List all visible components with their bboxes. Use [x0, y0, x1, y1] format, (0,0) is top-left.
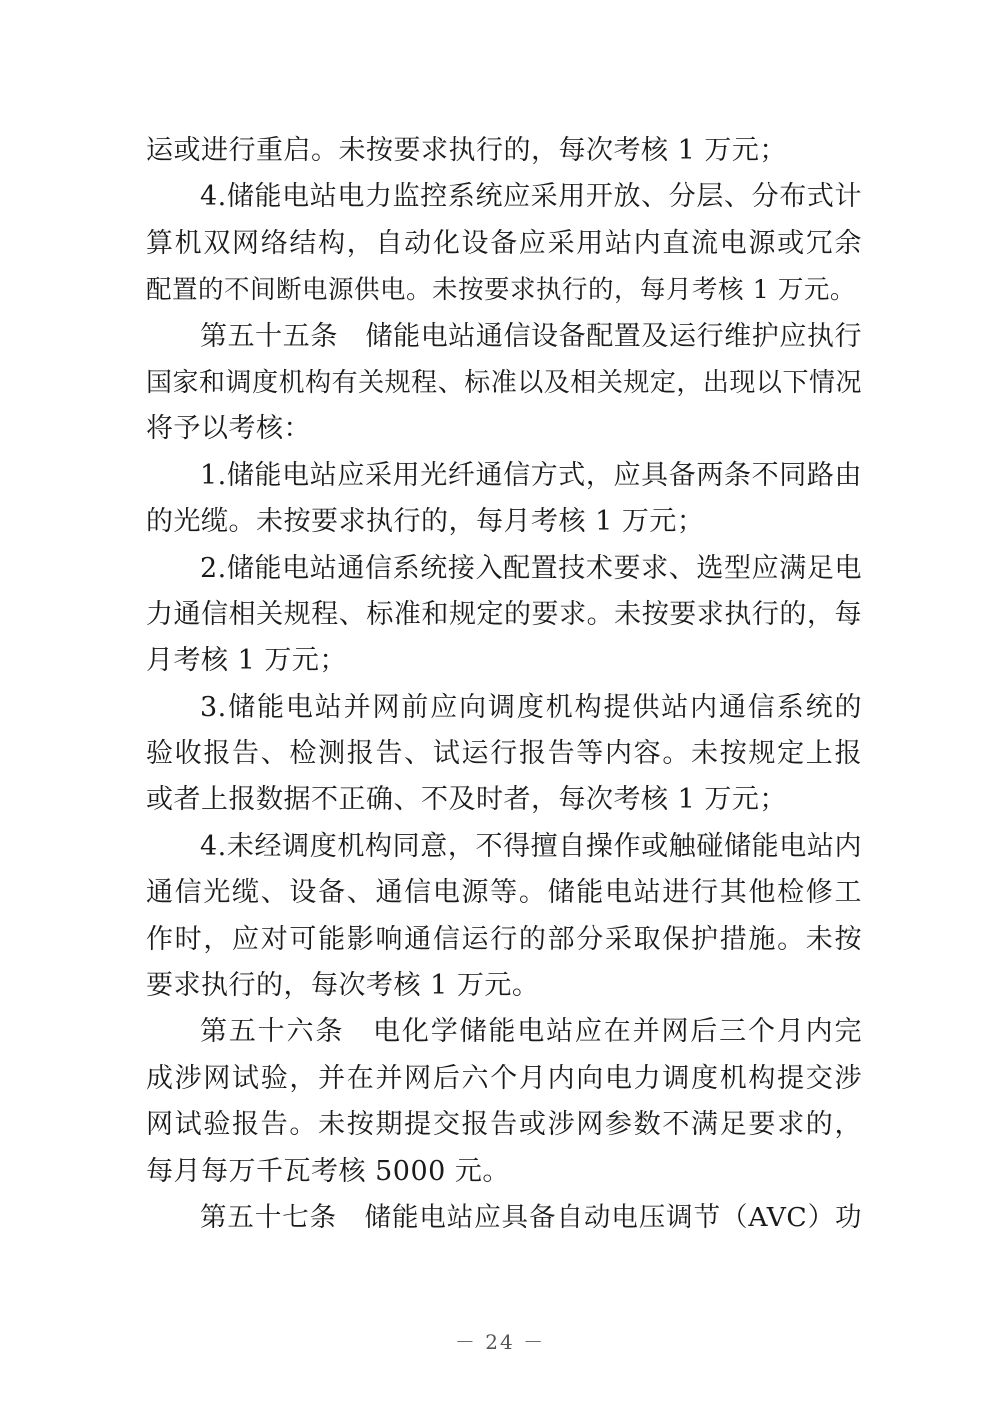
text-line: 将予以考核： — [146, 413, 311, 445]
text-line: 作时，应对可能影响通信运行的部分采取保护措施。未按 — [146, 923, 862, 955]
text-line: 要求执行的，每次考核 1 万元。 — [146, 970, 540, 1002]
body-text — [146, 128, 862, 1241]
text-line: 第五十六条 电化学储能电站应在并网后三个月内完 — [200, 1016, 862, 1048]
text-line: 月考核 1 万元； — [146, 645, 347, 677]
text-line: 成涉网试验，并在并网后六个月内向电力调度机构提交涉 — [146, 1062, 862, 1094]
text-line: 配置的不间断电源供电。未按要求执行的，每月考核 1 万元。 — [146, 275, 856, 306]
text-line: 2.储能电站通信系统接入配置技术要求、选型应满足电 — [200, 552, 862, 584]
text-line: 每月每万千瓦考核 5000 元。 — [146, 1155, 510, 1187]
text-line: 力通信相关规程、标准和规定的要求。未按要求执行的，每 — [146, 598, 862, 630]
text-line: 4.储能电站电力监控系统应采用开放、分层、分布式计 — [200, 181, 862, 213]
text-line: 第五十五条 储能电站通信设备配置及运行维护应执行 — [200, 320, 862, 352]
text-line: 运或进行重启。未按要求执行的，每次考核 1 万元； — [146, 135, 787, 166]
text-line: 或者上报数据不正确、不及时者，每次考核 1 万元； — [146, 784, 787, 816]
text-line: 4.未经调度机构同意，不得擅自操作或触碰储能电站内 — [200, 830, 862, 862]
text-line: 通信光缆、设备、通信电源等。储能电站进行其他检修工 — [146, 877, 862, 909]
text-line: 国家和调度机构有关规程、标准以及相关规定，出现以下情况 — [146, 367, 862, 398]
text-line: 算机双网络结构，自动化设备应采用站内直流电源或冗余 — [146, 227, 862, 259]
text-line: 3.储能电站并网前应向调度机构提供站内通信系统的 — [200, 691, 862, 723]
text-line: 验收报告、检测报告、试运行报告等内容。未按规定上报 — [146, 738, 862, 770]
text-line: 第五十七条 储能电站应具备自动电压调节（AVC）功 — [200, 1201, 862, 1233]
text-line: 1.储能电站应采用光纤通信方式，应具备两条不同路由 — [200, 459, 862, 491]
text-line: 网试验报告。未按期提交报告或涉网参数不满足要求的， — [146, 1109, 862, 1141]
text-line: 的光缆。未按要求执行的，每月考核 1 万元； — [146, 506, 705, 538]
page-number: － 24 － — [454, 1330, 546, 1354]
